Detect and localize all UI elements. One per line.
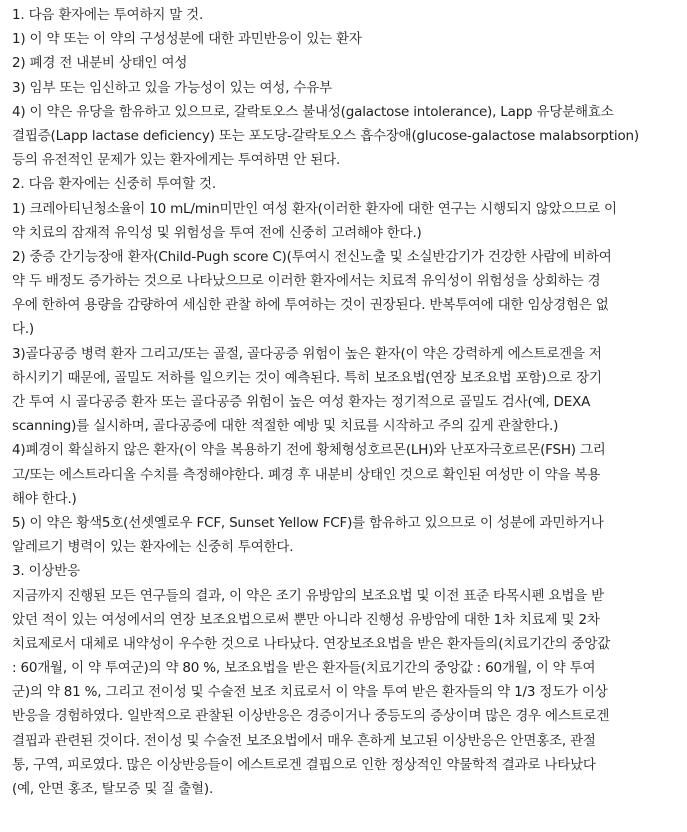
text-line: 군)의 약 81 %, 그리고 전이성 및 수술전 보조 치료로서 이 약을 투여 받은 환자들의 약 1/3 정도가 이상 (12, 684, 608, 701)
text-line: 았던 적이 있는 여성에서의 연장 보조요법으로써 뿐만 아니라 진행성 유방암에 대한 1차 치료제 및 2차 (12, 611, 600, 628)
text-line: 5) 이 약은 황색5호(선셋옐로우 FCF, Sunset Yellow FCF)를 함유하고 있으므로 이 성분에 과민하거나 (12, 514, 604, 531)
text-line: 우에 한하여 용량을 감량하여 세심한 관찰 하에 투여하는 것이 권장된다. 반복투여에 대한 임상경험은 없 (12, 297, 609, 314)
text-line: 3) 임부 또는 임신하고 있을 가능성이 있는 여성, 수유부 (12, 79, 332, 96)
text-line: 4)폐경이 확실하지 않은 환자(이 약을 복용하기 전에 황체형성호르몬(LH)와 난포자극호르몬(FSH) 그리 (12, 442, 606, 459)
text-line: 고/또는 에스트라디올 수치를 측정해야한다. 폐경 후 내분비 상태인 것으로 확인된 여성만 이 약을 복용 (12, 466, 601, 483)
text-line: 결핍과 관련된 것이다. 전이성 및 수술전 보조요법에서 매우 흔하게 보고된 이상반응은 안면홍조, 관절 (12, 732, 596, 749)
text-line: 1) 이 약 또는 이 약의 구성성분에 대한 과민반응이 있는 환자 (12, 31, 362, 48)
text-line: 하시키기 때문에, 골밀도 저하를 일으키는 것이 예측된다. 특히 보조요법(연장 보조요법 포함)으로 장기 (12, 369, 602, 386)
text-line: 해야 한다.) (12, 490, 77, 507)
text-line: : 60개월, 이 약 투여군)의 약 80 %, 보조요법을 받은 환자들(치료기간의 중앙값 : 60개월, 이 약 투여 (12, 660, 596, 677)
text-line: scanning)를 실시하며, 골다공증에 대한 적절한 예방 및 치료를 시작하고 주의 깊게 관찰한다.) (12, 418, 559, 435)
text-line: 2) 중증 간기능장애 환자(Child-Pugh score C)(투여시 전신노출 및 소실반감기가 건강한 사람에 비하여 (12, 248, 612, 265)
text-line: 1. 다음 환자에는 투여하지 말 것. (12, 7, 204, 23)
text-line: 치료제로서 대체로 내약성이 우수한 것으로 나타났다. 연장보조요법을 받은 환자들의(치료기간의 중앙값 (12, 635, 611, 652)
text-line: 다.) (12, 321, 34, 338)
text-line: 결핍증(Lapp lactase deficiency) 또는 포도당-갈락토오스 흡수장애(glucose-galactose malabsorption) (12, 127, 639, 144)
text-line: 3)골다공증 병력 환자 그리고/또는 골절, 골다공증 위험이 높은 환자(이 약은 강력하게 에스트로겐을 저 (12, 345, 602, 362)
text-line: 2. 다음 환자에는 신중히 투여할 것. (12, 176, 216, 193)
text-line: 등의 유전적인 문제가 있는 환자에게는 투여하면 안 된다. (12, 152, 341, 169)
text-line: 간 투여 시 골다공증 환자 또는 골다공증 위험이 높은 여성 환자는 정기적으로 골밀도 검사(예, DEXA (12, 394, 591, 410)
text-line: 약 치료의 잠재적 유익성 및 위험성을 투여 전에 신중히 고려해야 한다.) (12, 224, 422, 241)
text-line: 2) 폐경 전 내분비 상태인 여성 (12, 55, 188, 72)
text-line: 알레르기 병력이 있는 환자에는 신중히 투여한다. (12, 539, 294, 556)
text-line: 반응을 경험하였다. 일반적으로 관찰된 이상반응은 경증이거나 중등도의 증상이며 많은 경우 에스트로겐 (12, 708, 610, 725)
text-line: 지금까지 진행된 모든 연구들의 결과, 이 약은 조기 유방암의 보조요법 및 이전 표준 타목시펜 요법을 받 (12, 587, 604, 604)
text-line: (예, 안면 홍조, 탈모증 및 질 출혈). (12, 781, 214, 797)
text-line: 4) 이 약은 유당을 함유하고 있으므로, 갈락토오스 불내성(galactose intolerance), Lapp 유당분해효소 (12, 103, 614, 120)
text-line: 3. 이상반응 (12, 563, 80, 580)
text-line: 통, 구역, 피로였다. 많은 이상반응들이 에스트로겐 결핍으로 인한 정상적인 약물학적 결과로 나타났다 (12, 756, 596, 773)
text-line: 1) 크레아티닌청소율이 10 mL/min미만인 여성 환자(이러한 환자에 대한 연구는 시행되지 않았으므로 이 (12, 200, 617, 217)
text-line: 약 두 배정도 증가하는 것으로 나타났으므로 이러한 환자에서는 치료적 유익성이 위험성을 상회하는 경 (12, 273, 601, 290)
